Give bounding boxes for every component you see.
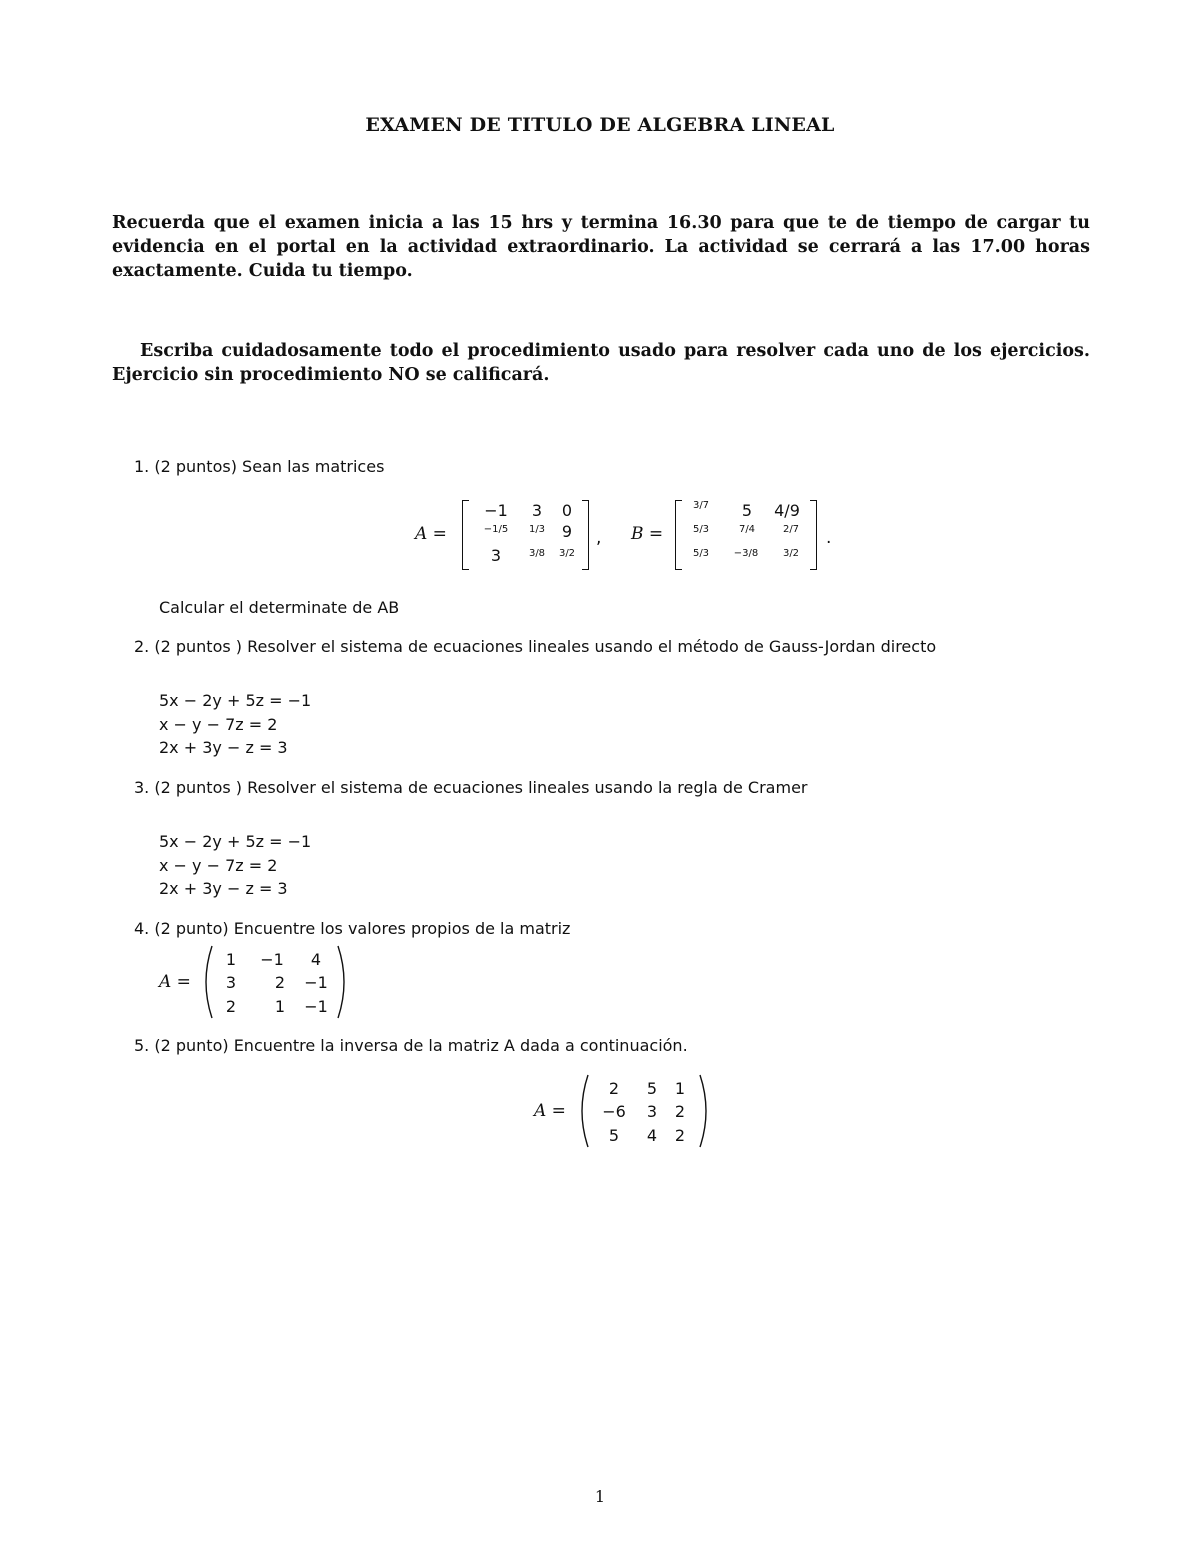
q2-equation-1: 5x − 2y + 5z = −1: [159, 691, 312, 710]
exam-title: EXAMEN DE TITULO DE ALGEBRA LINEAL: [365, 114, 835, 136]
q1-matB-cell: 5/3: [692, 548, 710, 559]
q5-matrix-label: A =: [534, 1101, 566, 1121]
q1-comma: ,: [596, 528, 602, 548]
q5-matrix-cell: −6: [602, 1102, 626, 1121]
q4-number: 4.: [134, 919, 150, 938]
q1-matB-cell: −3/8: [733, 548, 759, 559]
q1-matA-cell: −1/5: [483, 524, 509, 535]
q3-heading: [134, 778, 808, 797]
q1-matA-cell: 0: [561, 501, 573, 520]
q1-heading: [134, 457, 384, 476]
q4-matrix-cell: 3: [225, 973, 237, 992]
q3-equation-1: 5x − 2y + 5z = −1: [159, 832, 312, 851]
q4-text: (2 punto) Encuentre los valores propios de la matriz: [154, 919, 571, 938]
q5-matrix-cell: 2: [674, 1102, 686, 1121]
q4-matrix-cell: 1: [274, 997, 286, 1016]
q1-matB-cell: 2/7: [782, 524, 800, 535]
q1-matA-cell: 1/3: [528, 524, 546, 535]
q4-heading: [134, 919, 570, 938]
q5-matrix-cell: 3: [646, 1102, 658, 1121]
q1-matB-right-bracket: [810, 500, 817, 570]
q5-matrix-cell: 5: [646, 1079, 658, 1098]
q5-number: 5.: [134, 1036, 150, 1055]
q1-matA-cell: 3: [531, 501, 543, 520]
q1-matA-cell: −1: [484, 501, 508, 520]
page-number: 1: [594, 1487, 606, 1506]
q1-matA-label: A =: [415, 524, 447, 544]
q4-matrix-cell: 4: [310, 950, 322, 969]
q4-matrix-cell: 1: [225, 950, 237, 969]
q5-matrix-cell: 4: [646, 1126, 658, 1145]
q2-equation-3: 2x + 3y − z = 3: [159, 738, 288, 757]
q3-number: 3.: [134, 778, 150, 797]
q1-matB-left-bracket: [675, 500, 682, 570]
q5-heading: [134, 1036, 688, 1055]
q2-heading: [134, 637, 936, 656]
intro-paragraph: Recuerda que el examen inicia a las 15 hrs y termina 16.30 para que te de tiempo de cargar tu evidencia en el portal en la actividad extraordinario. La actividad se cerrará a las 17.00 horas exactamente. Cuida tu tiempo.: [112, 213, 1090, 281]
instructions-paragraph: Escriba cuidadosamente todo el procedimiento usado para resolver cada uno de los ejercicios. Ejercicio sin procedimiento NO se calificará.: [112, 341, 1090, 385]
q2-number: 2.: [134, 637, 150, 656]
q1-text: (2 puntos) Sean las matrices: [154, 457, 385, 476]
q3-equation-2: x − y − 7z = 2: [159, 856, 278, 875]
q1-period: .: [826, 528, 832, 548]
q5-text: (2 punto) Encuentre la inversa de la matriz A dada a continuación.: [154, 1036, 688, 1055]
q4-matrix-cell: −1: [260, 950, 284, 969]
q1-matB-label: B =: [631, 524, 664, 544]
q5-matrix-cell: 2: [608, 1079, 620, 1098]
q5-matrix-cell: 5: [608, 1126, 620, 1145]
q1-matB-cell: 3/7: [692, 500, 710, 511]
q4-matrix-cell: −1: [304, 997, 328, 1016]
q5-matrix-cell: 2: [674, 1126, 686, 1145]
q1-matA-cell: 3/2: [558, 548, 576, 559]
q1-matA-left-bracket: [462, 500, 469, 570]
q1-matB-cell: 4/9: [774, 501, 800, 520]
q5-matrix-cell: 1: [674, 1079, 686, 1098]
q1-matB-cell: 5: [741, 501, 753, 520]
q3-text: (2 puntos ) Resolver el sistema de ecuaciones lineales usando la regla de Cramer: [154, 778, 808, 797]
q1-matB-cell: 5/3: [692, 524, 710, 535]
q2-equation-2: x − y − 7z = 2: [159, 715, 278, 734]
q1-number: 1.: [134, 457, 150, 476]
q4-matrix-label: A =: [159, 972, 191, 992]
q1-matB-cell: 3/2: [782, 548, 800, 559]
q4-matrix-cell: 2: [274, 973, 286, 992]
q2-text: (2 puntos ) Resolver el sistema de ecuaciones lineales usando el método de Gauss-Jordan directo: [154, 637, 937, 656]
q1-task: Calcular el determinate de AB: [159, 598, 400, 617]
q1-matA-cell: 3: [490, 546, 502, 565]
q1-matA-right-bracket: [582, 500, 589, 570]
q4-matrix-cell: −1: [304, 973, 328, 992]
q3-equation-3: 2x + 3y − z = 3: [159, 879, 288, 898]
q1-matB-cell: 7/4: [738, 524, 756, 535]
q1-matA-cell: 9: [561, 522, 573, 541]
q1-matA-cell: 3/8: [528, 548, 546, 559]
q4-matrix-cell: 2: [225, 997, 237, 1016]
